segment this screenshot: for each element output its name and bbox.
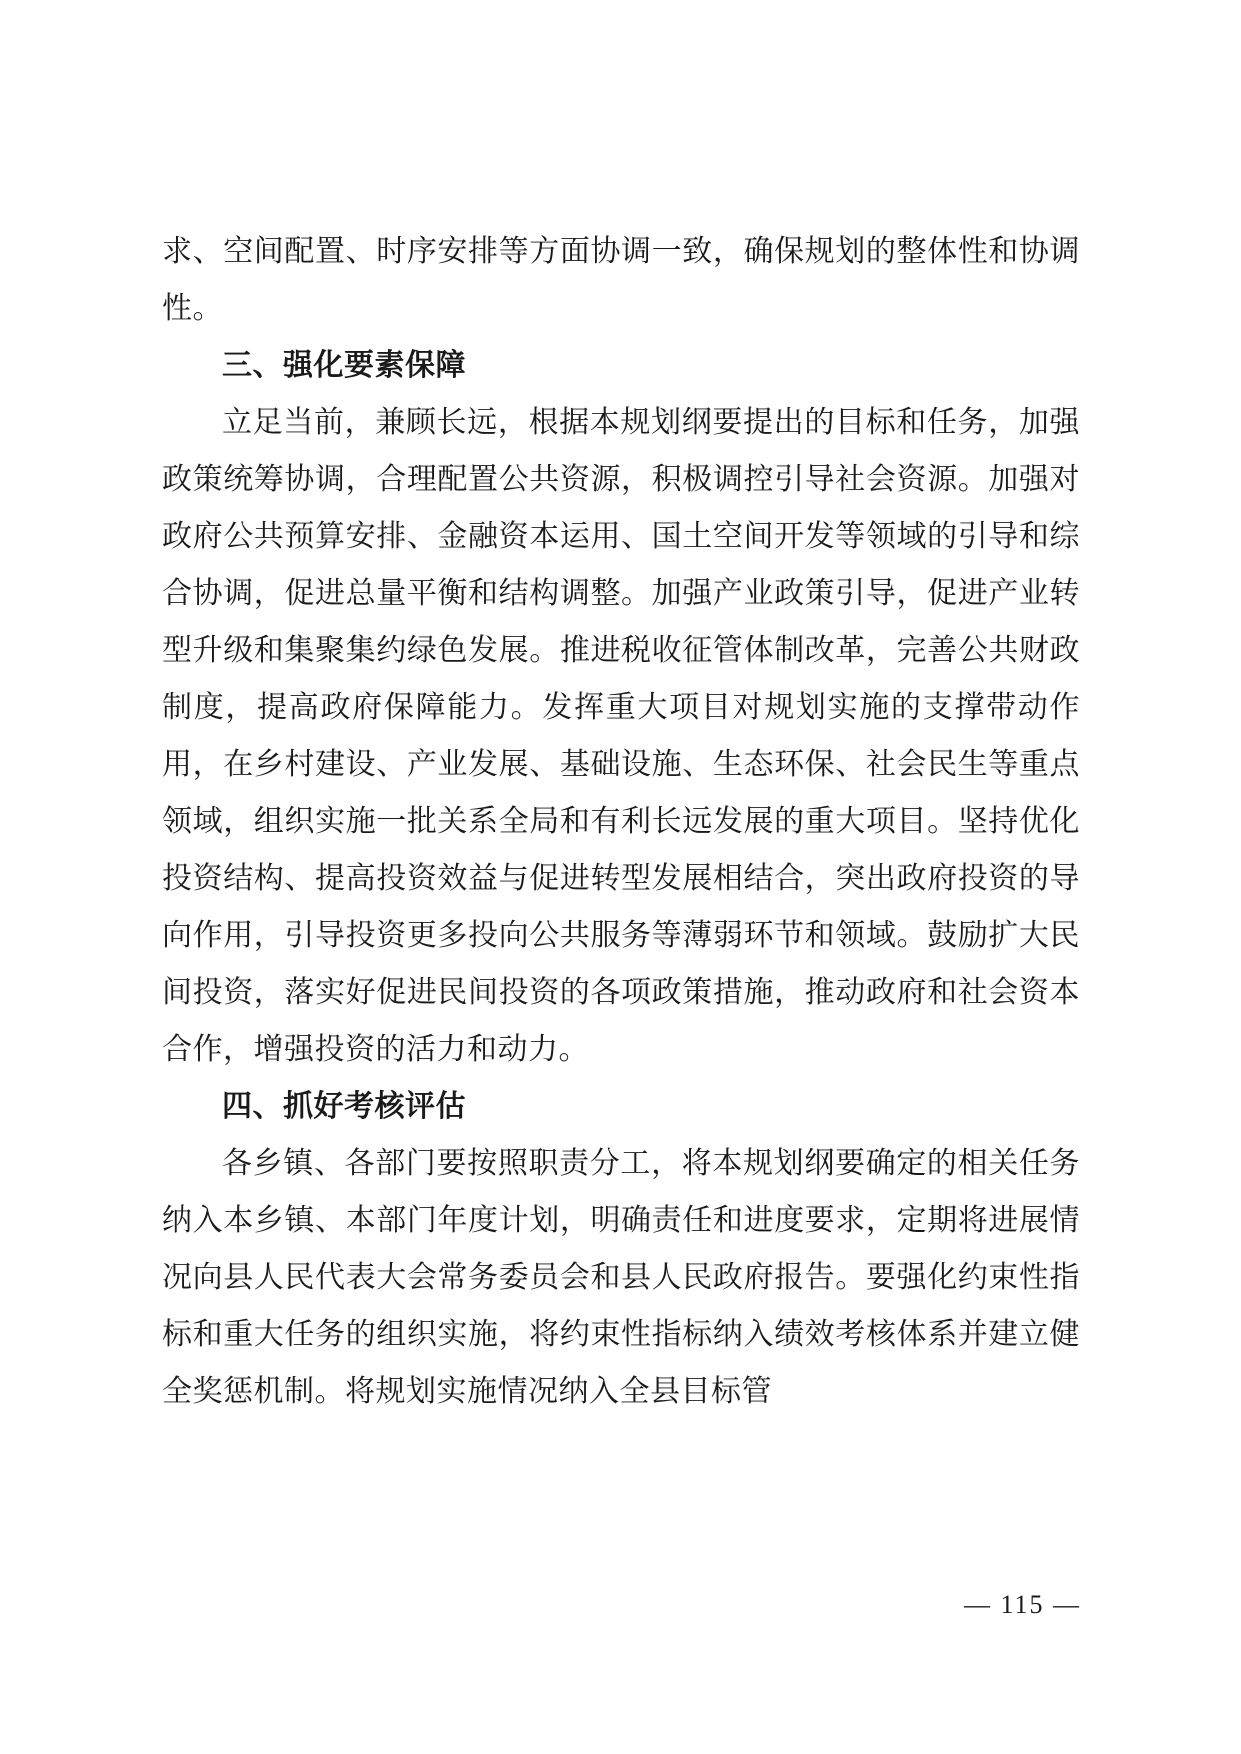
section-heading-3: 三、强化要素保障 xyxy=(222,348,466,383)
section-heading-4: 四、抓好考核评估 xyxy=(222,1089,466,1124)
paragraph-continuation: 求、空间配置、时序安排等方面协调一致，确保规划的整体性和协调性。 xyxy=(162,234,1080,326)
paragraph-section-4: 各乡镇、各部门要按照职责分工，将本规划纲要确定的相关任务纳入本乡镇、本部门年度计划，明确责任和进度要求，定期将进展情况向县人民代表大会常务委员会和县人民政府报告。要强化约束性指标和重大任务的组织实施，将约束性指标纳入绩效考核体系并建立健全奖惩机制。将规划实施情况纳入全县目标管 xyxy=(162,1146,1080,1409)
paragraph-section-3: 立足当前，兼顾长远，根据本规划纲要提出的目标和任务，加强政策统筹协调，合理配置公共资源，积极调控引导社会资源。加强对政府公共预算安排、金融资本运用、国土空间开发等领域的引导和综合协调，促进总量平衡和结构调整。加强产业政策引导，促进产业转型升级和集聚集约绿色发展。推进税收征管体制改革，完善公共财政制度，提高政府保障能力。发挥重大项目对规划实施的支撑带动作用，在乡村建设、产业发展、基础设施、生态环保、社会民生等重点领域，组织实施一批关系全局和有利长远发展的重大项目。坚持优化投资结构、提高投资效益与促进转型发展相结合，突出政府投资的导向作用，引导投资更多投向公共服务等薄弱环节和领域。鼓励扩大民间投资，落实好促进民间投资的各项政策措施，推动政府和社会资本合作，增强投资的活力和动力。 xyxy=(162,405,1080,1067)
document-body xyxy=(162,223,1080,1420)
page-number: — 115 — xyxy=(963,1590,1081,1619)
